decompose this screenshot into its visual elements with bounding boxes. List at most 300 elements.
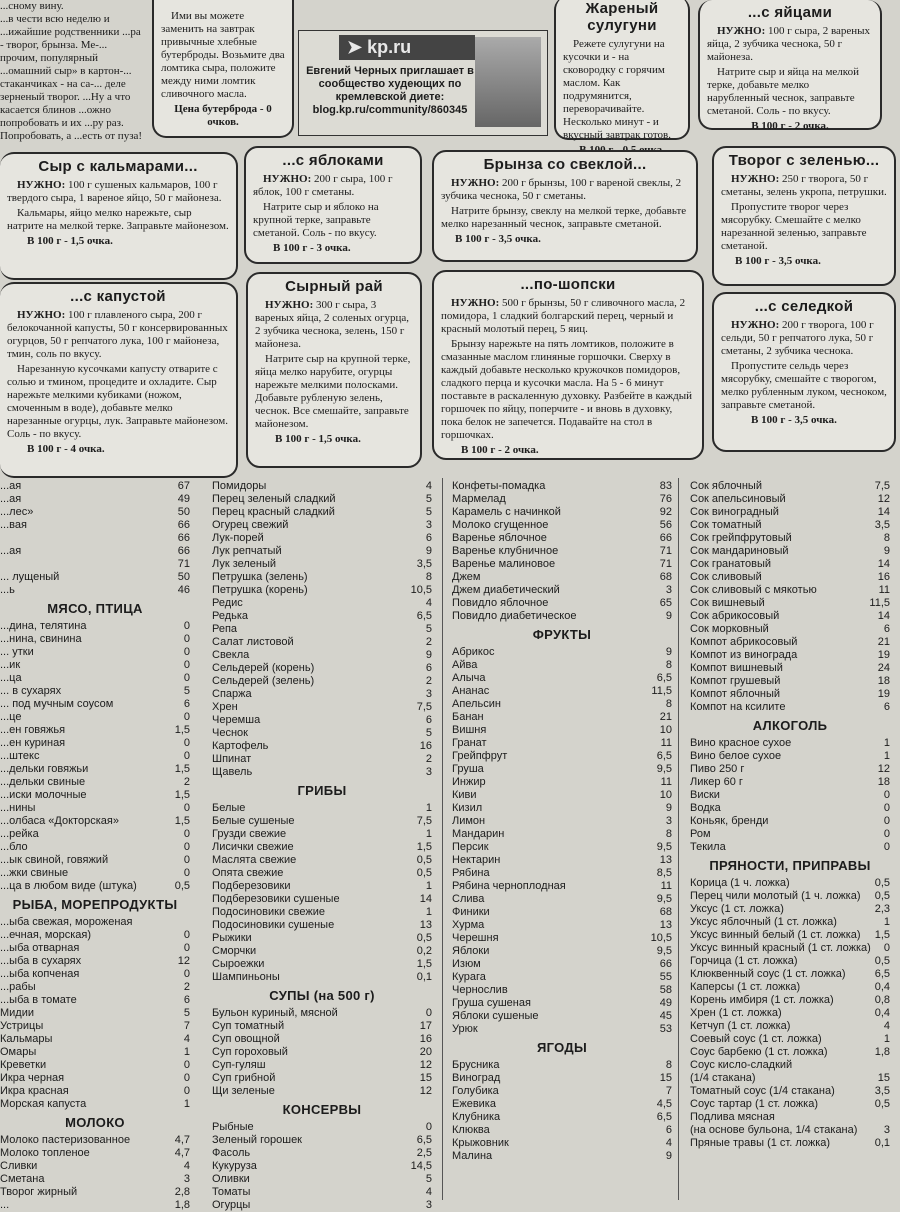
table-row xyxy=(212,1186,432,1199)
table-row xyxy=(212,701,432,714)
points-value: 6 xyxy=(425,532,432,544)
points-value: 9 xyxy=(425,545,432,557)
table-row xyxy=(452,945,672,958)
table-row xyxy=(690,929,890,942)
food-name: (на основе бульона, 1/4 стакана) xyxy=(690,1124,858,1136)
points-value: 1,5 xyxy=(174,763,190,775)
food-name: Подлива мясная xyxy=(690,1111,775,1123)
food-name: Яблоки xyxy=(452,945,490,957)
food-name: Компот яблочный xyxy=(690,688,781,700)
points-value: 0,8 xyxy=(874,994,890,1006)
table-row xyxy=(212,802,432,815)
points-value: 1 xyxy=(183,1098,190,1110)
food-name: Рябина xyxy=(452,867,490,879)
table-row xyxy=(212,919,432,932)
food-name: Хрен (1 ст. ложка) xyxy=(690,1007,782,1019)
points-value: 4 xyxy=(183,1033,190,1045)
table-row xyxy=(452,545,672,558)
table-row xyxy=(690,649,890,662)
food-name: ...нины xyxy=(0,802,36,814)
table-row xyxy=(690,1085,890,1098)
column-rule xyxy=(678,478,679,1200)
food-name: Апельсин xyxy=(452,698,501,710)
food-name: Опята свежие xyxy=(212,867,284,879)
points-value: 9,5 xyxy=(656,841,672,853)
points-value: 11 xyxy=(660,880,672,892)
table-row xyxy=(452,828,672,841)
recipe-title: ...по-шопски xyxy=(520,276,616,293)
food-name: Мармелад xyxy=(452,493,506,505)
sandwich-box xyxy=(152,0,294,138)
food-name: Компот вишневый xyxy=(690,662,783,674)
food-name: Оливки xyxy=(212,1173,250,1185)
points-value: 0 xyxy=(183,672,190,684)
points-value: 92 xyxy=(659,506,672,518)
table-row xyxy=(0,942,190,955)
food-name: Маслята свежие xyxy=(212,854,297,866)
points-value: 13 xyxy=(659,854,672,866)
table-row xyxy=(212,480,432,493)
table-row xyxy=(212,675,432,688)
recipe-herring: ...с селедкой НУЖНО: 200 г творога, 100 г сельди, 50 г репчатого лука, 50 г сметаны, 2 зубчика чеснока. Пропустите сельдь через мясорубку, смешайте с творогом, мелко рубленным луком, чесноком, заправьте сметаной. В 100 г - 3,5 очка. xyxy=(712,292,896,452)
food-name: Спаржа xyxy=(212,688,252,700)
points-value: 6,5 xyxy=(416,1134,432,1146)
food-name: Белые сушеные xyxy=(212,815,295,827)
table-row xyxy=(690,763,890,776)
points-value: 53 xyxy=(659,1023,672,1035)
table-row xyxy=(0,633,190,646)
table-row xyxy=(690,662,890,675)
food-name: ... xyxy=(0,1199,10,1211)
food-name: Щавель xyxy=(212,766,253,778)
food-name: Груша xyxy=(452,763,484,775)
food-name: Петрушка (зелень) xyxy=(212,571,308,583)
points-value: 66 xyxy=(177,545,190,557)
points-value: 18 xyxy=(877,675,890,687)
points-value: 5 xyxy=(183,1007,190,1019)
points-value: 0 xyxy=(183,854,190,866)
table-row xyxy=(0,776,190,789)
food-name: ...ык свиной, говяжий xyxy=(0,854,109,866)
column-rule xyxy=(442,478,443,1200)
recipe-title: ...с селедкой xyxy=(754,298,854,315)
table-row xyxy=(212,571,432,584)
food-name: Киви xyxy=(452,789,477,801)
points-value: 6 xyxy=(425,662,432,674)
points-value: 8 xyxy=(665,1059,672,1071)
food-name: Щи зеленые xyxy=(212,1085,275,1097)
table-row xyxy=(212,727,432,740)
food-name: ...нина, свинина xyxy=(0,633,82,645)
table-row xyxy=(452,997,672,1010)
food-name: Белые xyxy=(212,802,246,814)
food-name: Гранат xyxy=(452,737,487,749)
food-name: Соус кисло-сладкий xyxy=(690,1059,793,1071)
table-row xyxy=(452,971,672,984)
food-name: ...ая xyxy=(0,545,22,557)
table-row xyxy=(0,1007,190,1020)
table-row xyxy=(0,854,190,867)
food-name: Ликер 60 г xyxy=(690,776,743,788)
recipe-text: Нарезанную кусочками капусту отварите с солью и тмином, процедите и охладите. Сыр нарежьте мелкими кубиками (ножом, смоченным в воде), добавьте мелко нарезанные огурцы, лук. Заправьте майонезом. Соль - по вкусу. xyxy=(7,363,229,440)
points-value: 5 xyxy=(425,727,432,739)
points-value: 0,5 xyxy=(174,880,190,892)
points-value: 0,5 xyxy=(416,867,432,879)
table-row xyxy=(690,558,890,571)
food-name: Подосиновики свежие xyxy=(212,906,325,918)
food-name: Варенье клубничное xyxy=(452,545,559,557)
table-row xyxy=(212,623,432,636)
points-value: 0 xyxy=(183,750,190,762)
food-name: Творог жирный xyxy=(0,1186,78,1198)
food-name: Компот абрикосовый xyxy=(690,636,798,648)
food-name: Алыча xyxy=(452,672,486,684)
table-row xyxy=(0,815,190,828)
food-name: Пряные травы (1 ст. ложка) xyxy=(690,1137,831,1149)
table-row xyxy=(690,789,890,802)
table-row xyxy=(690,1124,890,1137)
food-name: Сок яблочный xyxy=(690,480,762,492)
table-row xyxy=(0,929,190,942)
points-value: 9,5 xyxy=(656,945,672,957)
points-value: 4 xyxy=(425,480,432,492)
table-row xyxy=(690,1059,890,1072)
table-row xyxy=(0,1020,190,1033)
table-row xyxy=(212,1059,432,1072)
food-name: Рыбные xyxy=(212,1121,254,1133)
food-name: Молоко топленое xyxy=(0,1147,90,1159)
food-name: ...вая xyxy=(0,519,27,531)
table-row xyxy=(452,519,672,532)
table-row xyxy=(452,1059,672,1072)
food-name: ...бло xyxy=(0,841,28,853)
food-name: Голубика xyxy=(452,1085,499,1097)
points-value: 0 xyxy=(883,942,890,954)
points-value: 4 xyxy=(665,1137,672,1149)
points-value: 9,5 xyxy=(656,893,672,905)
recipe-text: Режете сулугуни на кусочки и - на сковородку с горячим маслом. Как подрумянится, переворачивайте. Несколько минут - и вкусный завтрак готов. xyxy=(563,38,671,141)
food-name: Финики xyxy=(452,906,490,918)
points-value: 3 xyxy=(425,688,432,700)
table-row xyxy=(0,584,190,597)
points-value: 3,5 xyxy=(416,558,432,570)
table-row xyxy=(212,932,432,945)
table-row xyxy=(452,919,672,932)
table-row xyxy=(452,776,672,789)
points-value: 7 xyxy=(183,1020,190,1032)
points-value: 8 xyxy=(665,659,672,671)
table-row xyxy=(690,981,890,994)
food-name: ...ь xyxy=(0,584,15,596)
food-name: ...ен говяжья xyxy=(0,724,66,736)
points-value: 6 xyxy=(883,701,890,713)
points-value: 71 xyxy=(177,558,190,570)
points-value: 50 xyxy=(177,506,190,518)
section-heading: ГРИБЫ xyxy=(297,783,347,798)
points-column-4 xyxy=(690,480,890,1200)
points-value: 2 xyxy=(183,981,190,993)
points-value: 13 xyxy=(659,919,672,931)
points-value: 3 xyxy=(425,766,432,778)
table-row xyxy=(0,659,190,672)
table-row xyxy=(452,685,672,698)
food-name: Подосиновики сушеные xyxy=(212,919,335,931)
table-row xyxy=(0,545,190,558)
points-value: 1,5 xyxy=(174,789,190,801)
points-value: 66 xyxy=(659,958,672,970)
points-value: 49 xyxy=(659,997,672,1009)
food-name: ...ая xyxy=(0,480,22,492)
recipe-title: Творог с зеленью... xyxy=(728,152,880,169)
points-value xyxy=(886,1059,890,1072)
points-value: 0 xyxy=(183,711,190,723)
points-value: 0,4 xyxy=(874,981,890,993)
points-value: 9,5 xyxy=(656,763,672,775)
points-value: 0 xyxy=(183,620,190,632)
points-value: 8 xyxy=(665,698,672,710)
table-row xyxy=(690,955,890,968)
table-row xyxy=(212,815,432,828)
points-value: 49 xyxy=(177,493,190,505)
food-name: Сок томатный xyxy=(690,519,762,531)
points-value: 11,5 xyxy=(869,597,890,609)
table-row xyxy=(690,636,890,649)
food-name: Редис xyxy=(212,597,243,609)
points-value: 1,8 xyxy=(174,1199,190,1211)
food-name: Перец зеленый сладкий xyxy=(212,493,336,505)
food-name: Томаты xyxy=(212,1186,251,1198)
article-fragment-left xyxy=(0,0,146,150)
food-name: Лисички свежие xyxy=(212,841,294,853)
points-value: 9 xyxy=(883,545,890,557)
points-value: 1 xyxy=(425,880,432,892)
food-name: ...рейка xyxy=(0,828,39,840)
recipe-cabbage: ...с капустой НУЖНО: 100 г плавленого сыра, 200 г белокочанной капусты, 50 г консервированных огурцов, 50 г репчатого лука, 100 г майонеза, тмин, соль по вкусу. Нарезанную кусочками капусту отварите с солью и тмином, процедите и охладите. Сыр нарежьте мелкими кубиками (ножом, смоченным в воде), добавьте мелко нарезанные огурцы, лук. Заправьте майонезом. Соль - по вкусу. В 100 г - 4 очка. xyxy=(0,282,238,478)
points-value: 0,5 xyxy=(416,932,432,944)
table-row xyxy=(452,1137,672,1150)
recipe-text: Натрите сыр на крупной терке, яйца мелко нарубите, огурцы нарежьте мелкими полосками. Добавьте рубленую зелень, чеснок. Все смешайте, заправьте майонезом. xyxy=(255,353,411,430)
table-row xyxy=(690,802,890,815)
food-name: ...дина, телятина xyxy=(0,620,87,632)
points-value: 50 xyxy=(177,571,190,583)
food-name: Зеленый горошек xyxy=(212,1134,302,1146)
points-value: 1,5 xyxy=(416,958,432,970)
food-name: Виноград xyxy=(452,1072,501,1084)
table-row xyxy=(452,984,672,997)
table-row xyxy=(212,493,432,506)
points-value: 0 xyxy=(183,841,190,853)
food-name: Вино красное сухое xyxy=(690,737,792,749)
food-name: Креветки xyxy=(0,1059,47,1071)
table-row xyxy=(212,1020,432,1033)
food-name: Карамель с начинкой xyxy=(452,506,561,518)
table-row xyxy=(452,958,672,971)
points-value: 0 xyxy=(883,828,890,840)
table-row xyxy=(690,1111,890,1124)
table-row xyxy=(690,815,890,828)
points-value: 1 xyxy=(183,1046,190,1058)
table-row xyxy=(452,597,672,610)
food-name: ... утки xyxy=(0,646,34,658)
points-column-1 xyxy=(0,480,190,1211)
table-row xyxy=(452,1023,672,1036)
food-name: Суп овощной xyxy=(212,1033,280,1045)
food-name: Подберезовики xyxy=(212,880,291,892)
food-name: ...иски молочные xyxy=(0,789,87,801)
table-row xyxy=(690,737,890,750)
food-name: Уксус винный красный (1 ст. ложка) xyxy=(690,942,871,954)
recipe-price: В 100 г - 1,5 очка. xyxy=(27,235,113,247)
table-row xyxy=(212,867,432,880)
table-row xyxy=(690,942,890,955)
table-row xyxy=(0,763,190,776)
food-name: Клюквенный соус (1 ст. ложка) xyxy=(690,968,846,980)
food-name: Суп гороховый xyxy=(212,1046,288,1058)
food-name: Корень имбиря (1 ст. ложка) xyxy=(690,994,834,1006)
food-name: Чернослив xyxy=(452,984,508,996)
table-row xyxy=(690,828,890,841)
food-name: Устрицы xyxy=(0,1020,44,1032)
food-name: ...це xyxy=(0,711,22,723)
points-value: 67 xyxy=(177,480,190,492)
food-name: Бульон куриный, мясной xyxy=(212,1007,338,1019)
points-value: 0,5 xyxy=(874,955,890,967)
table-row xyxy=(452,646,672,659)
food-name: Сливки xyxy=(0,1160,38,1172)
table-row xyxy=(0,802,190,815)
points-value: 9 xyxy=(665,610,672,622)
food-name: Кетчуп (1 ст. ложка) xyxy=(690,1020,791,1032)
food-name: Джем диабетический xyxy=(452,584,560,596)
section-heading: МОЛОКО xyxy=(65,1115,125,1130)
table-row xyxy=(0,558,190,571)
food-name: Водка xyxy=(690,802,721,814)
food-name: Сок морковный xyxy=(690,623,769,635)
table-row xyxy=(212,584,432,597)
promo-banner[interactable] xyxy=(298,30,548,136)
table-row xyxy=(452,1124,672,1137)
recipe-squid: Сыр с кальмарами... НУЖНО: 100 г сушеных кальмаров, 100 г твердого сыра, 1 вареное яйцо, 50 г майонеза. Кальмары, яйцо мелко нарежьте, сыр натрите на мелкой терке. Заправьте майонезом. В 100 г - 1,5 очка. xyxy=(0,152,238,280)
points-value: 0 xyxy=(183,828,190,840)
points-value: 5 xyxy=(425,506,432,518)
table-row xyxy=(212,1033,432,1046)
points-value: 11 xyxy=(660,776,672,788)
food-name: Соус барбекю (1 ст. ложка) xyxy=(690,1046,828,1058)
food-name: Соевый соус (1 ст. ложка) xyxy=(690,1033,822,1045)
points-value: 6,5 xyxy=(656,672,672,684)
food-name: Шпинат xyxy=(212,753,252,765)
recipe-apples: ...с яблоками НУЖНО: 200 г сыра, 100 г яблок, 100 г сметаны. Натрите сыр и яблоко на крупной терке, заправьте сметаной. Соль - по вкусу. В 100 г - 3 очка. xyxy=(244,146,422,264)
points-value: 3 xyxy=(425,519,432,531)
points-value: 9 xyxy=(665,1150,672,1162)
points-value: 6,5 xyxy=(656,750,672,762)
table-row xyxy=(452,698,672,711)
table-row xyxy=(212,688,432,701)
points-value: 0 xyxy=(183,633,190,645)
food-name: Айва xyxy=(452,659,478,671)
table-row xyxy=(452,802,672,815)
food-name: Салат листовой xyxy=(212,636,294,648)
points-value: 12 xyxy=(877,493,890,505)
table-row xyxy=(212,506,432,519)
table-row xyxy=(212,610,432,623)
food-name: ...ца xyxy=(0,672,22,684)
food-name: ...ыба в сухарях xyxy=(0,955,82,967)
food-name: Вино белое сухое xyxy=(690,750,782,762)
food-name: ...олбаса «Докторская» xyxy=(0,815,119,827)
table-row xyxy=(690,532,890,545)
table-row xyxy=(452,724,672,737)
food-name: Сок сливовый xyxy=(690,571,762,583)
recipe-text: Пропустите творог через мясорубку. Смешайте с мелко нарезанной зеленью, заправьте сметаной. xyxy=(721,201,867,252)
points-value: 2,8 xyxy=(174,1186,190,1198)
points-value: 0 xyxy=(883,815,890,827)
points-value: 66 xyxy=(177,532,190,544)
table-row xyxy=(0,493,190,506)
food-name: ...ен куриная xyxy=(0,737,66,749)
points-value: 13 xyxy=(419,919,432,931)
points-value: 10,5 xyxy=(410,584,432,596)
table-row xyxy=(690,1033,890,1046)
points-value: 8 xyxy=(665,828,672,840)
food-name: Суп томатный xyxy=(212,1020,285,1032)
food-name: Суп-гуляш xyxy=(212,1059,266,1071)
table-row xyxy=(0,1134,190,1147)
points-value: 4,5 xyxy=(656,1098,672,1110)
table-row xyxy=(212,958,432,971)
table-row xyxy=(212,1007,432,1020)
table-row xyxy=(0,968,190,981)
food-name: ...ыба в томате xyxy=(0,994,77,1006)
points-value: 3,5 xyxy=(874,1085,890,1097)
food-name: Уксус (1 ст. ложка) xyxy=(690,903,784,915)
promo-logo: ➤ kp.ru xyxy=(339,35,475,60)
recipe-title: ...с яйцами xyxy=(747,4,833,21)
recipe-greens: Творог с зеленью... НУЖНО: 250 г творога, 50 г сметаны, зелень укропа, петрушки. Пропустите творог через мясорубку. Смешайте с мелко нарезанной зеленью, заправьте сметаной. В 100 г - 3,5 очка. xyxy=(712,146,896,286)
table-row xyxy=(0,480,190,493)
points-value: 20 xyxy=(419,1046,432,1058)
table-row xyxy=(690,1072,890,1085)
points-value: 0,5 xyxy=(874,1098,890,1110)
food-name: Абрикос xyxy=(452,646,495,658)
food-name: ...ик xyxy=(0,659,21,671)
points-value: 16 xyxy=(877,571,890,583)
table-row xyxy=(452,932,672,945)
table-row xyxy=(452,737,672,750)
points-value: 9 xyxy=(665,646,672,658)
recipe-suluguni xyxy=(554,0,690,140)
food-name: Хрен xyxy=(212,701,238,713)
points-value: 5 xyxy=(425,1173,432,1185)
table-row xyxy=(212,1085,432,1098)
table-row xyxy=(0,841,190,854)
table-row xyxy=(452,480,672,493)
sandwich-text: Ими вы можете заменить на завтрак привычные хлебные бутерброды. Возьмите два ломтика сыра, положите между ними ломтик сливочного масла. xyxy=(161,10,285,100)
points-value: 0 xyxy=(183,1072,190,1084)
points-value: 18 xyxy=(877,776,890,788)
table-row xyxy=(452,571,672,584)
table-row xyxy=(212,558,432,571)
points-value: 2 xyxy=(425,675,432,687)
points-value: 4,7 xyxy=(174,1134,190,1146)
table-row xyxy=(690,597,890,610)
table-row xyxy=(452,1111,672,1124)
food-name: Курага xyxy=(452,971,486,983)
recipe-title: ...с капустой xyxy=(70,288,166,305)
food-name: Черешня xyxy=(452,932,499,944)
recipe-price: В 100 г - 3,5 очка. xyxy=(455,233,541,245)
points-value xyxy=(186,916,190,929)
